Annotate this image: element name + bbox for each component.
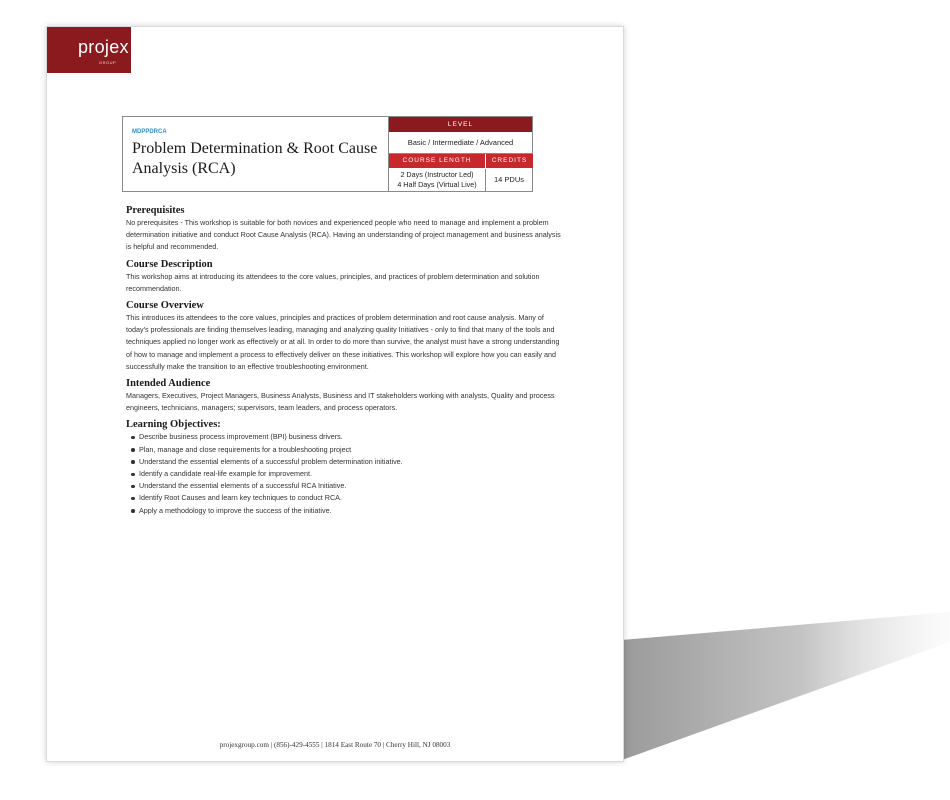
document-body: [126, 205, 566, 517]
learning-objectives-heading: Learning Objectives:: [126, 419, 221, 431]
course-title-cell: [123, 117, 389, 191]
intended-audience-text: Managers, Executives, Project Managers, Business Analysts, Business and IT stakeholders working with analysts, Quality and process engineers, technicians, managers; supervisors, team leaders, and process operators.: [126, 391, 555, 413]
logo-subtext: GROUP: [99, 60, 117, 65]
course-length-value: [389, 169, 486, 192]
list-item: Plan, manage and close requirements for a troubleshooting project: [139, 444, 566, 456]
document-page: [46, 26, 624, 762]
prerequisites-heading: Prerequisites: [126, 205, 185, 216]
course-header-box: [122, 116, 533, 192]
course-description-text: This workshop aims at introducing its attendees to the core values, principles, and practices of problem determination and solution recommendation.: [126, 271, 540, 293]
intended-audience-heading: Intended Audience: [126, 378, 211, 390]
course-description-heading: Course Description: [126, 258, 213, 270]
course-length-line-2: 4 Half Days (Virtual Live): [397, 180, 477, 189]
prerequisites-text: No prerequisites - This workshop is suitable for both novices and experienced people who need to manage and implement a problem determination initiative and conduct Root Cause Analysis (RCA). Having an understanding of project management and business analysis is helpful and recommended.: [126, 218, 561, 252]
course-code: MDPPDRCA: [132, 129, 167, 135]
list-item: Identify Root Causes and learn key techniques to conduct RCA.: [139, 492, 566, 504]
list-item: Understand the essential elements of a successful problem determination initiative.: [139, 456, 566, 468]
learning-objectives-list: [126, 431, 566, 516]
list-item: Describe business process improvement (BPI) business drivers.: [139, 431, 566, 443]
course-length-line-1: 2 Days (Instructor Led): [400, 170, 474, 179]
logo-text: projex: [78, 37, 129, 57]
level-value: Basic / Intermediate / Advanced: [389, 132, 532, 154]
contact-footer: projexgroup.com | (856)-429-4555 | 1814 East Route 70 | Cherry Hill, NJ 08003: [219, 741, 451, 749]
credits-value: 14 PDUs: [493, 175, 524, 184]
course-title: Problem Determination & Root Cause Analysis (RCA): [132, 140, 378, 177]
list-item: Apply a methodology to improve the success of the initiative.: [139, 505, 566, 517]
list-item: Understand the essential elements of a successful RCA Initiative.: [139, 480, 566, 492]
level-header: LEVEL: [389, 117, 532, 132]
course-overview-text: This introduces its attendees to the core values, principles and practices of problem determination and root cause analysis. Many of today's professionals are finding themselves leading, managing and analyzing quality Initiatives - only to find that many of the tools and techniques applied no longer work as effectively or at all. In order to do more than survive, the analyst must have a strong understanding of how to manage and implement a process to effectively deliver on these initiatives. This workshop will explore how you can easily and successfully make the transition to an effective troubleshooting environment.: [126, 313, 560, 371]
credits-header: CREDITS: [485, 154, 533, 168]
course-length-header: COURSE LENGTH: [389, 154, 485, 168]
projex-logo: [47, 27, 131, 73]
course-overview-heading: Course Overview: [126, 300, 204, 312]
list-item: Identify a candidate real-life example for improvement.: [139, 468, 566, 480]
